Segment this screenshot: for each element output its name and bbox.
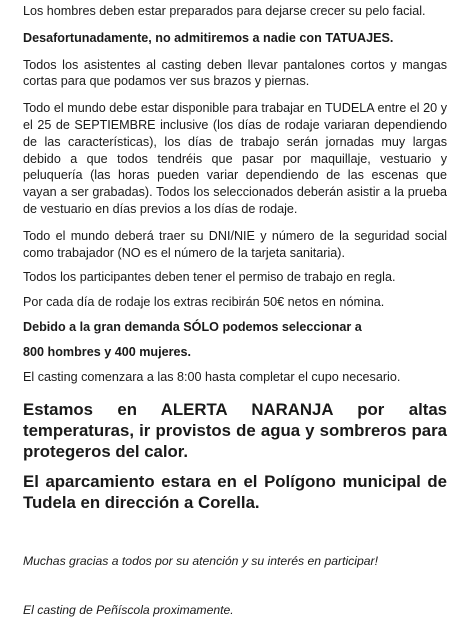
upcoming-casting-note: El casting de Peñíscola proximamente.: [23, 603, 234, 618]
demand-notice: Debido a la gran demanda SÓLO podemos seleccionar a: [23, 319, 362, 334]
work-permit-notice: Todos los participantes deben tener el permiso de trabajo en regla.: [23, 270, 396, 285]
heat-alert-notice: Estamos en ALERTA NARANJA por altas temperaturas, ir provistos de agua y sombreros para protegeros del calor.: [23, 400, 447, 462]
clothing-notice: Todos los asistentes al casting deben llevar pantalones cortos y mangas cortas para que podamos ver sus brazos y piernas.: [23, 57, 447, 89]
availability-notice: Todo el mundo debe estar disponible para trabajar en TUDELA entre el 20 y el 25 de SEPTIEMBRE inclusive (los días de rodaje variaran dependiendo de las características), los días de trabajo serán jornadas muy largas debido a que todos tendréis que pasar por maquillaje, vestuario y peluquería (las horas pueden variar dependiendo de las escenas que vayan a ser grabadas). Todos los seleccionados deberán asistir a la prueba de vestuario en días previos a los días de rodaje.: [23, 101, 447, 216]
payment-notice: Por cada día de rodaje los extras recibirán 50€ netos en nómina.: [23, 295, 385, 310]
thanks-message: Muchas gracias a todos por su atención y su interés en participar!: [23, 554, 378, 569]
parking-notice: El aparcamiento estara en el Polígono municipal de Tudela en dirección a Corella.: [23, 472, 447, 513]
selection-count: 800 hombres y 400 mujeres.: [23, 344, 192, 359]
facial-hair-notice: Los hombres deben estar preparados para dejarse crecer su pelo facial.: [23, 4, 426, 18]
start-time-notice: El casting comenzara a las 8:00 hasta completar el cupo necesario.: [23, 369, 401, 384]
tattoo-notice: Desafortunadamente, no admitiremos a nadie con TATUAJES.: [23, 30, 394, 45]
documents-notice: Todo el mundo deberá traer su DNI/NIE y número de la seguridad social como trabajador (NO es el número de la tarjeta sanitaria).: [23, 228, 447, 260]
